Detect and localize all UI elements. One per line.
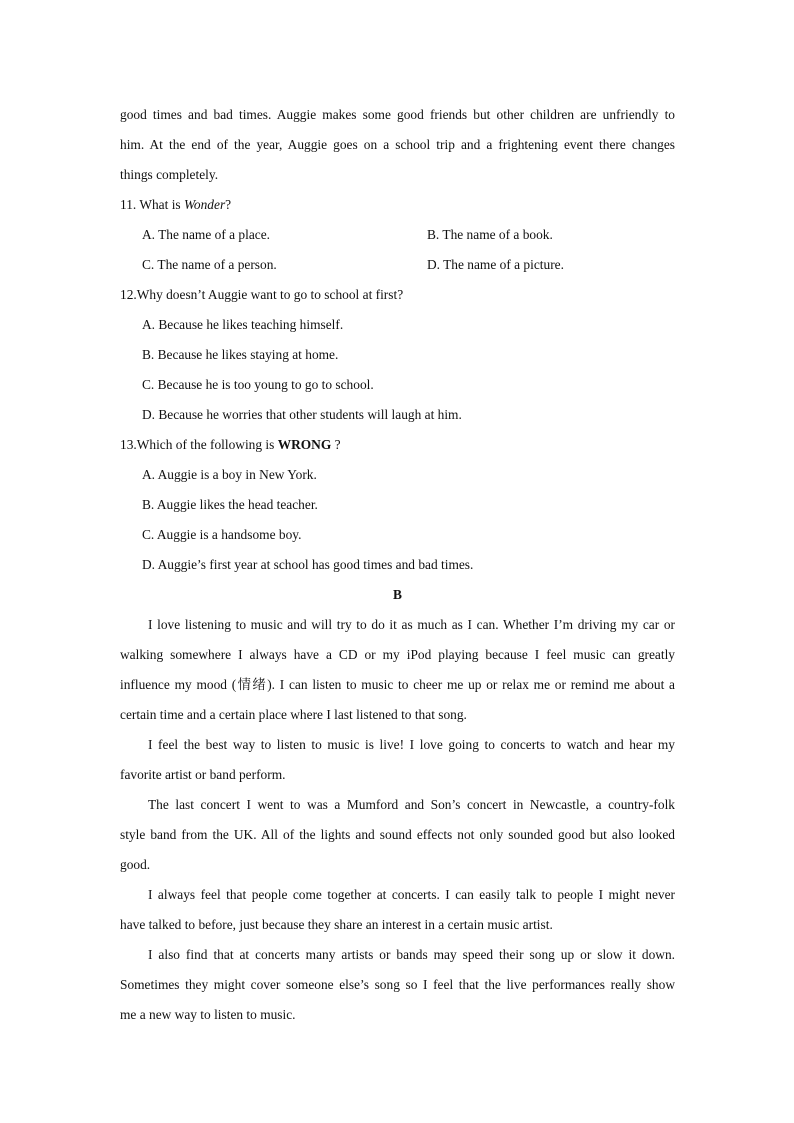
paragraph-line: favorite artist or band perform.	[120, 767, 286, 782]
paragraph	[120, 610, 675, 730]
question-11-prefix: 11. What is	[120, 197, 184, 212]
document-content	[120, 100, 675, 1030]
question-12: 12.Why doesn’t Auggie want to go to school at first?	[120, 287, 404, 302]
question-11-title: Wonder	[183, 197, 226, 212]
paragraph-line: Sometimes they might cover someone else’s song so I feel that the live performances really show	[120, 977, 675, 992]
intro-line: him. At the end of the year, Auggie goes on a school trip and a frightening event there changes	[120, 137, 675, 152]
option-a: A. The name of a place.	[142, 227, 271, 242]
paragraph-line: I feel the best way to listen to music is live! I love going to concerts to watch and hear my	[148, 737, 675, 752]
paragraph-line: have talked to before, just because they share an interest in a certain music artist.	[120, 917, 553, 932]
question-11	[120, 190, 675, 220]
question-13	[120, 430, 675, 460]
question-11-options-row	[120, 220, 675, 250]
intro-line: things completely.	[120, 167, 219, 182]
paragraph-line: influence my mood (情绪). I can listen to music to cheer me up or relax me or remind me about a	[120, 677, 675, 692]
option-d: D. Auggie’s first year at school has good times and bad times.	[142, 557, 474, 572]
paragraph-line: style band from the UK. All of the lights and sound effects not only sounded good but also looked	[120, 827, 675, 842]
paragraph-line: I love listening to music and will try to do it as much as I can. Whether I’m driving my car or	[148, 617, 675, 632]
option-b: B. The name of a book.	[427, 227, 553, 242]
question-11-options-row	[120, 250, 675, 280]
paragraph	[120, 730, 675, 790]
option-c: C. Auggie is a handsome boy.	[142, 527, 302, 542]
paragraph-line: me a new way to listen to music.	[120, 1007, 296, 1022]
paragraph-line: walking somewhere I always have a CD or my iPod playing because I feel music can greatly	[120, 647, 675, 662]
option-c: C. The name of a person.	[142, 257, 277, 272]
option-c: C. Because he is too young to go to school.	[142, 377, 374, 392]
option-a: A. Because he likes teaching himself.	[142, 317, 344, 332]
option-d: D. The name of a picture.	[427, 257, 564, 272]
paragraph-line: I always feel that people come together at concerts. I can easily talk to people I might never	[148, 887, 675, 902]
paragraph-line: good.	[120, 857, 151, 872]
paragraph-line: The last concert I went to was a Mumford and Son’s concert in Newcastle, a country-folk	[148, 797, 675, 812]
question-11-suffix: ?	[225, 197, 232, 212]
paragraph	[120, 940, 675, 1030]
paragraph-line: certain time and a certain place where I last listened to that song.	[120, 707, 467, 722]
section-heading: B	[393, 587, 402, 602]
question-13-suffix: ?	[331, 437, 341, 452]
question-13-prefix: 13.Which of the following is	[120, 437, 278, 452]
option-b: B. Auggie likes the head teacher.	[142, 497, 318, 512]
paragraph	[120, 880, 675, 940]
option-d: D. Because he worries that other students will laugh at him.	[142, 407, 462, 422]
paragraph-line: I also find that at concerts many artists or bands may speed their song up or slow it down.	[148, 947, 675, 962]
question-13-emphasis: WRONG	[277, 437, 332, 452]
paragraph	[120, 790, 675, 880]
option-b: B. Because he likes staying at home.	[142, 347, 339, 362]
intro-line: good times and bad times. Auggie makes some good friends but other children are unfriendly to	[120, 107, 675, 122]
option-a: A. Auggie is a boy in New York.	[142, 467, 317, 482]
